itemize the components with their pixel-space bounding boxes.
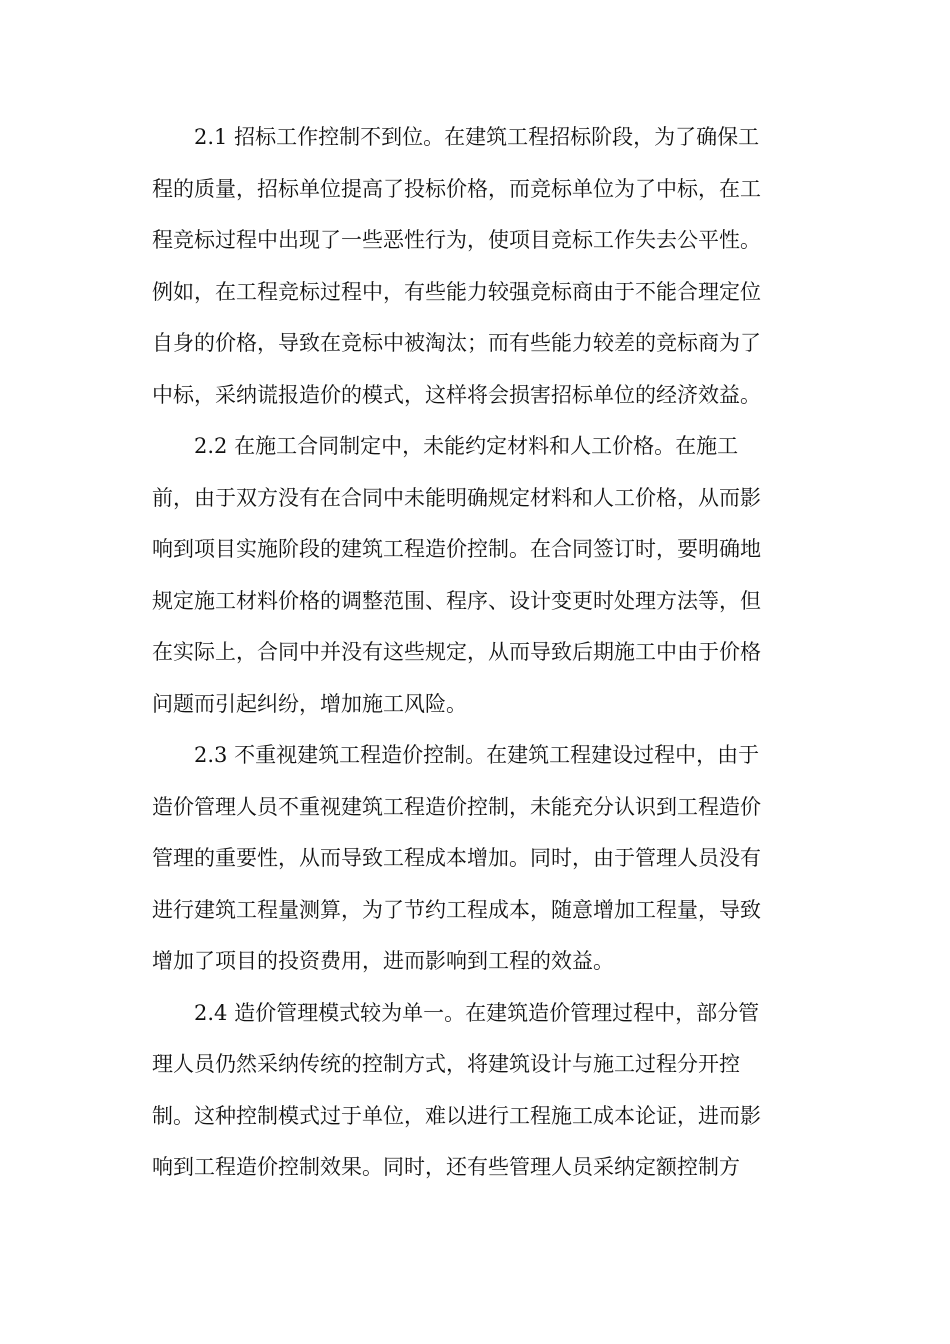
text-line: 程的质量，招标单位提高了投标价格，而竞标单位为了中标，在工 bbox=[152, 176, 761, 201]
text-line: 增加了项目的投资费用，进而影响到工程的效益。 bbox=[152, 949, 614, 973]
paragraph-2-4 bbox=[152, 988, 804, 1194]
text-line: 程竞标过程中出现了一些恶性行为，使项目竞标工作失去公平性。 bbox=[152, 228, 761, 252]
text-line: 响到项目实施阶段的建筑工程造价控制。在合同签订时，要明确地 bbox=[152, 537, 761, 561]
text-line: 响到工程造价控制效果。同时，还有些管理人员采纳定额控制方 bbox=[152, 1155, 740, 1179]
text-line: 管理的重要性，从而导致工程成本增加。同时，由于管理人员没有 bbox=[152, 846, 761, 870]
text-line: 造价管理人员不重视建筑工程造价控制，未能充分认识到工程造价 bbox=[152, 794, 761, 819]
text-line: 前，由于双方没有在合同中未能明确规定材料和人工价格，从而影 bbox=[152, 485, 761, 510]
text-line: 中标，采纳谎报造价的模式，这样将会损害招标单位的经济效益。 bbox=[152, 382, 761, 407]
text-line: 2.4 造价管理模式较为单一。在建筑造价管理过程中，部分管 bbox=[194, 1000, 760, 1025]
text-line: 理人员仍然采纳传统的控制方式，将建筑设计与施工过程分开控 bbox=[152, 1052, 740, 1076]
text-line: 制。这种控制模式过于单位，难以进行工程施工成本论证，进而影 bbox=[152, 1103, 761, 1128]
text-line: 进行建筑工程量测算，为了节约工程成本，随意增加工程量，导致 bbox=[152, 897, 761, 922]
text-line: 2.2 在施工合同制定中，未能约定材料和人工价格。在施工 bbox=[194, 434, 739, 458]
text-line: 例如，在工程竞标过程中，有些能力较强竞标商由于不能合理定位 bbox=[152, 279, 761, 304]
text-line: 2.3 不重视建筑工程造价控制。在建筑工程建设过程中，由于 bbox=[194, 743, 760, 767]
text-line: 2.1 招标工作控制不到位。在建筑工程招标阶段，为了确保工 bbox=[194, 125, 760, 149]
document-page bbox=[152, 112, 804, 1194]
paragraph-2-1 bbox=[152, 112, 804, 421]
paragraph-2-3 bbox=[152, 730, 804, 988]
text-line: 在实际上，合同中并没有这些规定，从而导致后期施工中由于价格 bbox=[152, 640, 761, 664]
paragraph-2-2 bbox=[152, 421, 804, 730]
text-line: 问题而引起纠纷，增加施工风险。 bbox=[152, 691, 467, 716]
text-line: 自身的价格，导致在竞标中被淘汰；而有些能力较差的竞标商为了 bbox=[152, 331, 761, 355]
text-line: 规定施工材料价格的调整范围、程序、设计变更时处理方法等，但 bbox=[152, 588, 761, 613]
